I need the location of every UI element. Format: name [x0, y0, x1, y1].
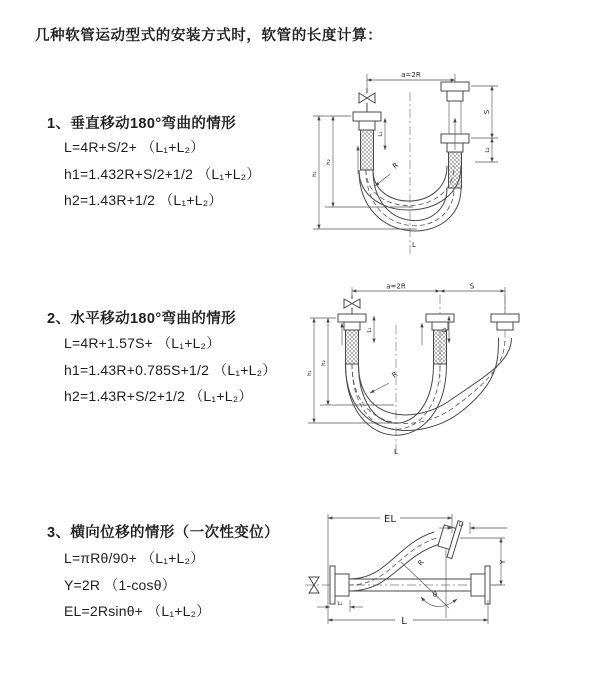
diagram-horizontal-180-bend	[302, 283, 594, 463]
right-flange	[491, 314, 519, 330]
formula-s1-h1: h1=1.432R+S/2+1/2 （L₁+L₂）	[64, 166, 261, 182]
formula-s1-h2: h2=1.43R+1/2 （L₁+L₂）	[64, 192, 223, 208]
dim-label-l: L	[394, 448, 398, 456]
dim-label-s: S	[483, 109, 491, 115]
formula-s3-l: L=πRθ/90+ （L₁+L₂）	[64, 550, 205, 566]
dim-label-l2: L₂	[442, 327, 448, 333]
formula-s2-h2: h2=1.43R+S/2+1/2 （L₁+L₂）	[64, 388, 253, 404]
section-1-heading: 1、垂直移动180°弯曲的情形	[47, 116, 237, 132]
formula-s2-h1: h1=1.43R+0.785S+1/2 （L₁+L₂）	[64, 362, 277, 378]
hose-curved-top	[349, 532, 434, 579]
dim-label-h1: h₁	[307, 370, 313, 376]
formula-s2-l: L=4R+1.57S+ （L₁+L₂）	[64, 335, 221, 351]
right-flange	[471, 566, 490, 604]
dim-label-l: L	[412, 241, 416, 249]
dim-label-a2r: a=2R	[401, 71, 421, 79]
dim-label-s: S	[469, 282, 475, 291]
page-title: 几种软管运动型式的安装方式时，软管的长度计算：	[35, 28, 383, 44]
left-flange	[330, 566, 349, 604]
dim-label-l1: L₁	[337, 601, 343, 607]
section-3-heading: 3、横向位移的情形（一次性变位）	[47, 525, 279, 541]
dim-label-l: L	[401, 616, 407, 627]
valve-icon	[344, 295, 360, 314]
formula-s3-el: EL=2Rsinθ+ （L₁+L₂）	[64, 603, 211, 619]
dim-label-h2: h₂	[321, 360, 327, 366]
middle-flange	[426, 314, 454, 364]
dim-label-l1: L₁	[378, 131, 384, 137]
dim-label-r: R	[390, 370, 400, 380]
dim-label-theta: θ	[432, 591, 438, 599]
diagram-vertical-180-bend	[305, 66, 595, 261]
hose-curved-bottom	[349, 544, 440, 591]
dim-label-l1: L₁	[367, 327, 373, 333]
dim-label-h2: h₂	[326, 159, 332, 165]
dim-label-el: EL	[384, 514, 396, 525]
dim-label-h1: h₁	[312, 171, 318, 177]
dim-label-r: R	[416, 558, 426, 568]
dim-label-l2: L₂	[485, 147, 491, 153]
dim-label-l2: L₂	[458, 522, 464, 528]
diagram-lateral-displacement	[300, 500, 600, 660]
valve-icon	[359, 88, 375, 112]
left-flange	[353, 112, 381, 170]
formula-s1-l: L=4R+S/2+ （L₁+L₂）	[64, 139, 205, 155]
dim-label-r: R	[391, 161, 401, 171]
dim-label-a2r: a=2R	[386, 282, 406, 291]
section-2-heading: 2、水平移动180°弯曲的情形	[47, 311, 237, 327]
dim-label-y: Y	[499, 559, 507, 565]
formula-s3-y: Y=2R （1-cosθ）	[64, 577, 176, 593]
